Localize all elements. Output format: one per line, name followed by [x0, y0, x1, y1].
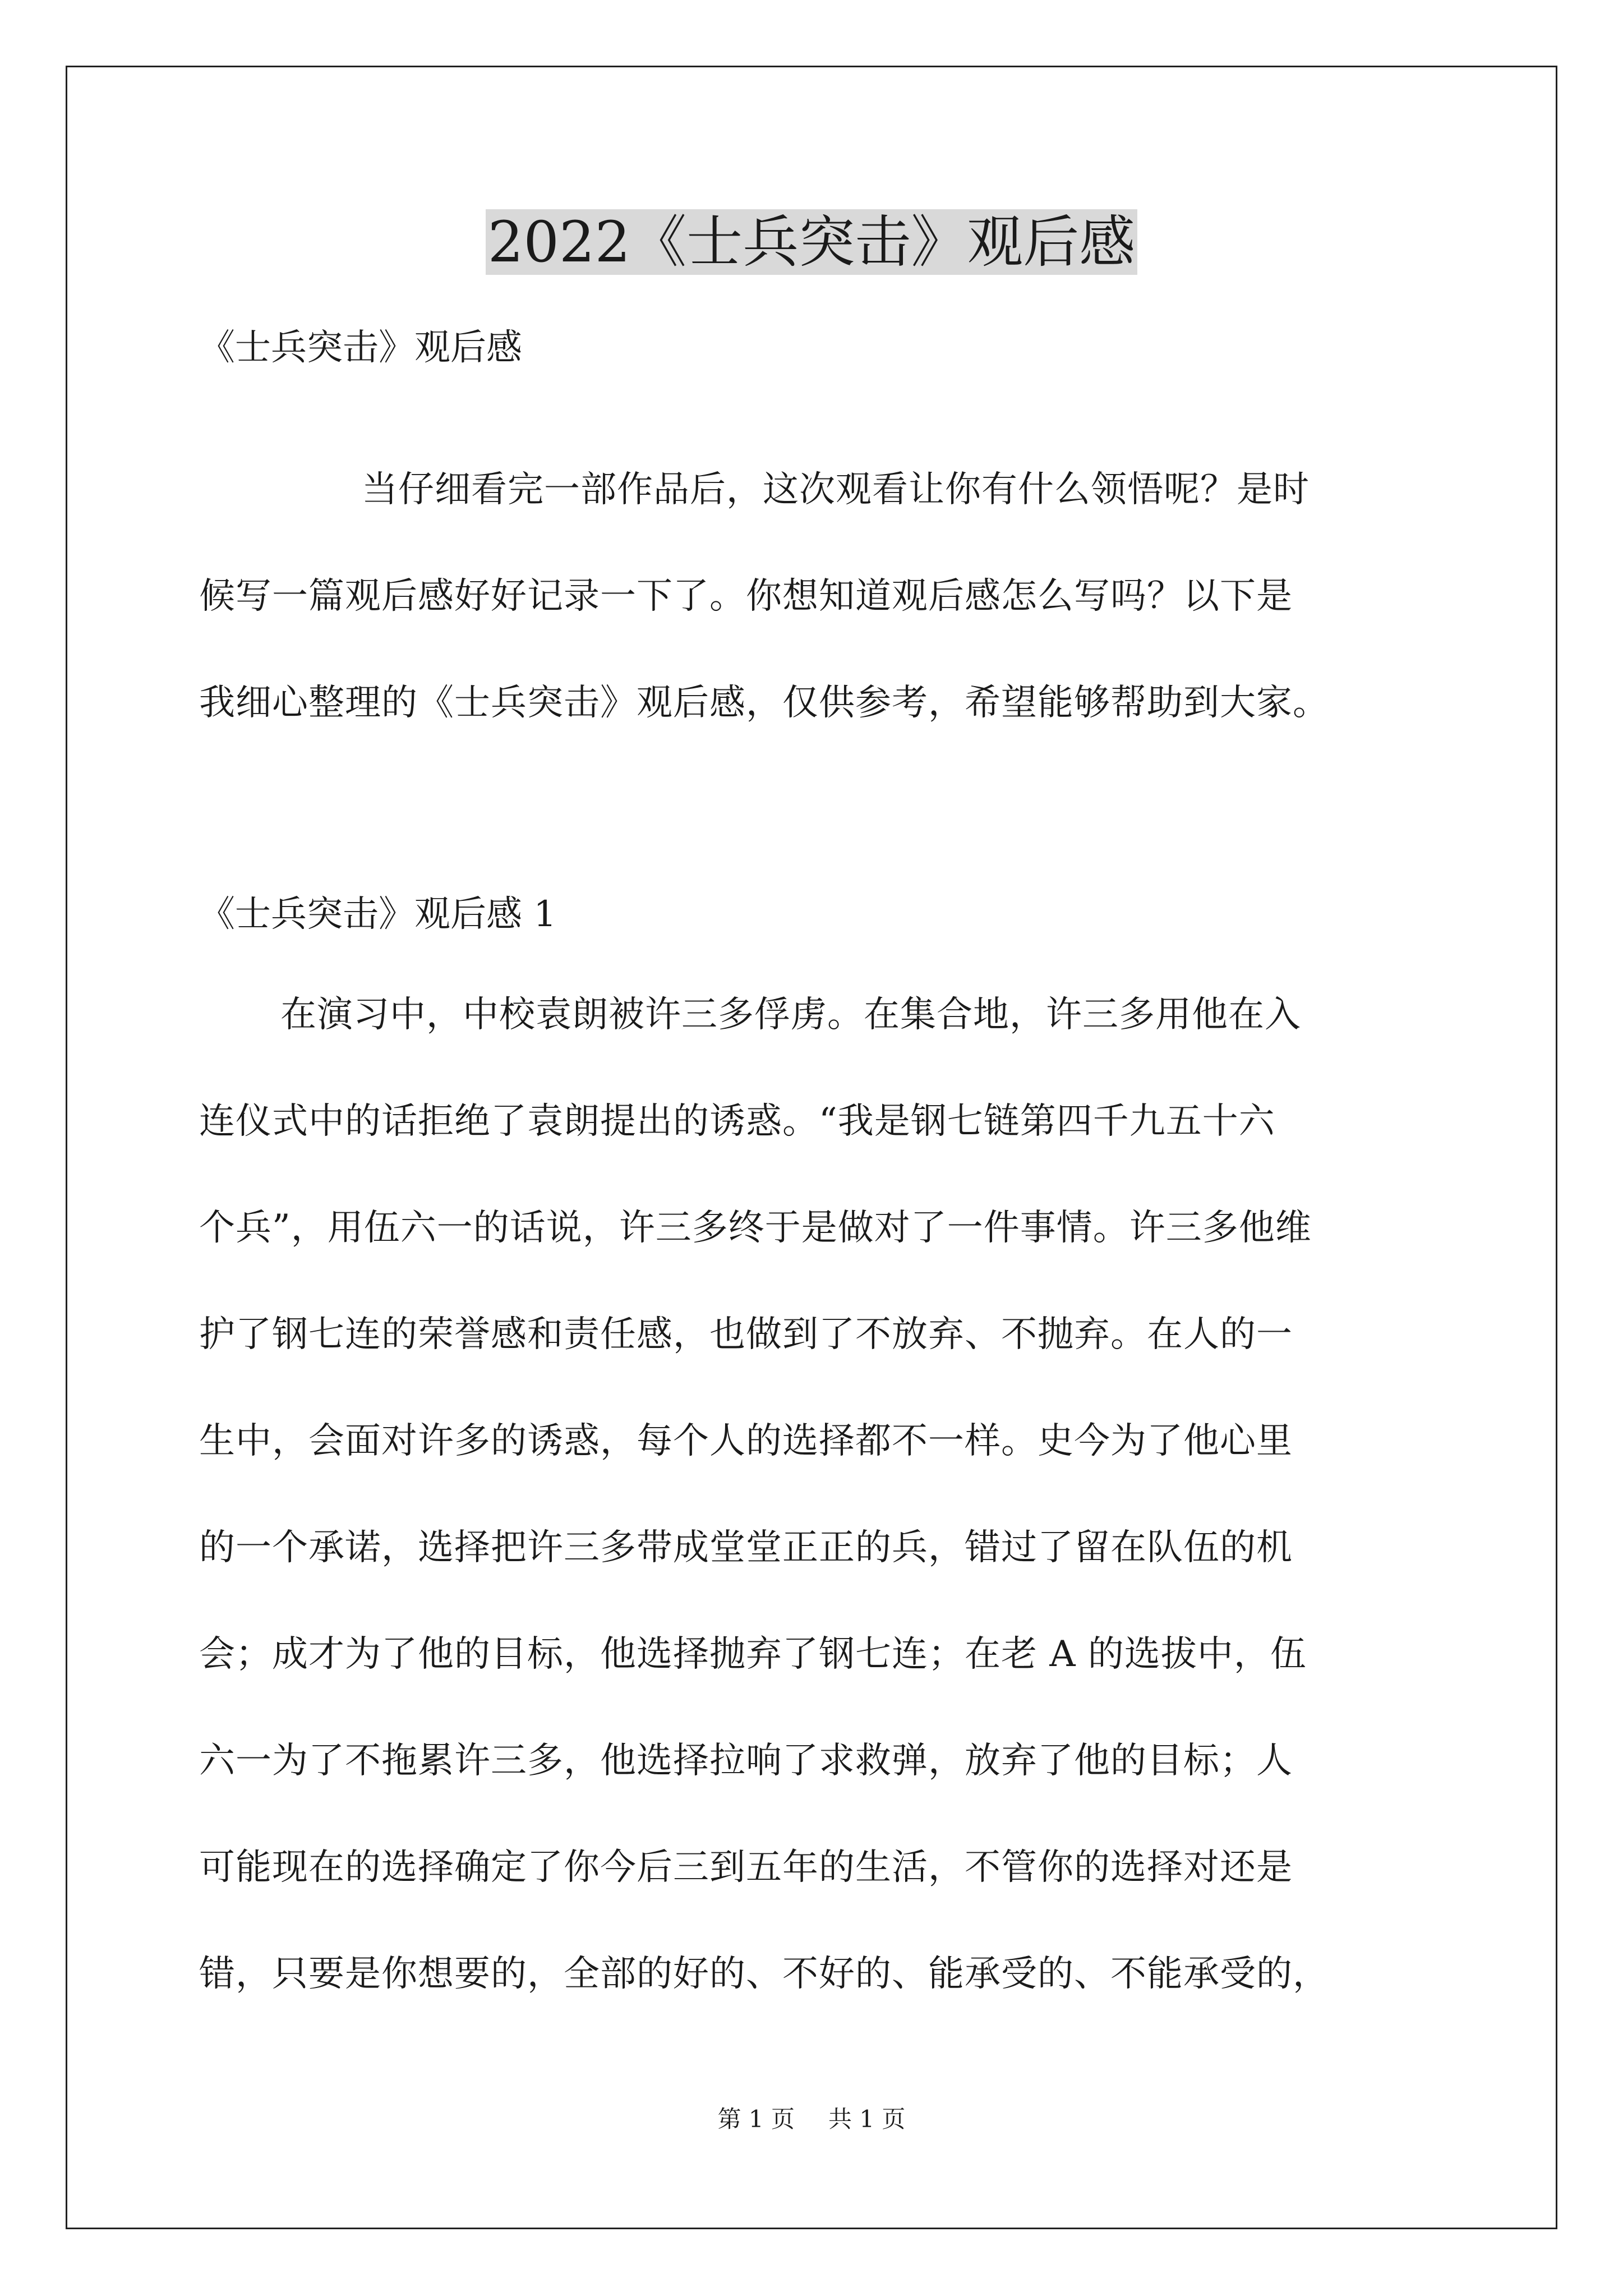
document-title-text: 2022《士兵突击》观后感: [486, 209, 1138, 275]
section-line: 会；成才为了他的目标，他选择抛弃了钢七连；在老 A 的选拔中，伍: [199, 1634, 1307, 1675]
section-line: 错，只要是你想要的，全部的好的、不好的、能承受的、不能承受的，: [199, 1953, 1329, 1995]
section-line: 个兵”，用伍六一的话说，许三多终于是做对了一件事情。许三多他维: [199, 1207, 1312, 1249]
section-line: 护了钢七连的荣誉感和责任感，也做到了不放弃、不抛弃。在人的一: [199, 1314, 1293, 1355]
section-line: 六一为了不拖累许三多，他选择拉响了求救弹，放弃了他的目标；人: [199, 1740, 1293, 1782]
section-paragraph: [199, 961, 1433, 2027]
intro-line: 候写一篇观后感好好记录一下了。你想知道观后感怎么写吗？以下是: [199, 576, 1293, 617]
page-number-current: 第 1 页: [717, 2105, 795, 2133]
document-title: [0, 203, 1623, 282]
section-line: 生中，会面对许多的诱惑，每个人的选择都不一样。史今为了他心里: [199, 1420, 1293, 1462]
page-footer: [0, 2102, 1623, 2136]
document-subtitle: 《士兵突击》观后感: [199, 327, 522, 369]
section-line: 可能现在的选择确定了你今后三到五年的生活，不管你的选择对还是: [199, 1847, 1293, 1888]
intro-paragraph: [199, 436, 1433, 756]
section-line: 连仪式中的话拒绝了袁朗提出的诱惑。“我是钢七链第四千九五十六: [199, 1101, 1275, 1142]
intro-line: 我细心整理的《士兵突击》观后感，仅供参考，希望能够帮助到大家。: [199, 682, 1329, 724]
section-line: 的一个承诺，选择把许三多带成堂堂正正的兵，错过了留在队伍的机: [199, 1527, 1293, 1568]
section-line: 在演习中，中校袁朗被许三多俘虏。在集合地，许三多用他在入: [280, 994, 1301, 1036]
page-number-total: 共 1 页: [828, 2105, 906, 2133]
intro-line: 当仔细看完一部作品后，这次观看让你有什么领悟呢？是时: [362, 469, 1310, 510]
section-heading: 《士兵突击》观后感 1: [199, 894, 557, 935]
